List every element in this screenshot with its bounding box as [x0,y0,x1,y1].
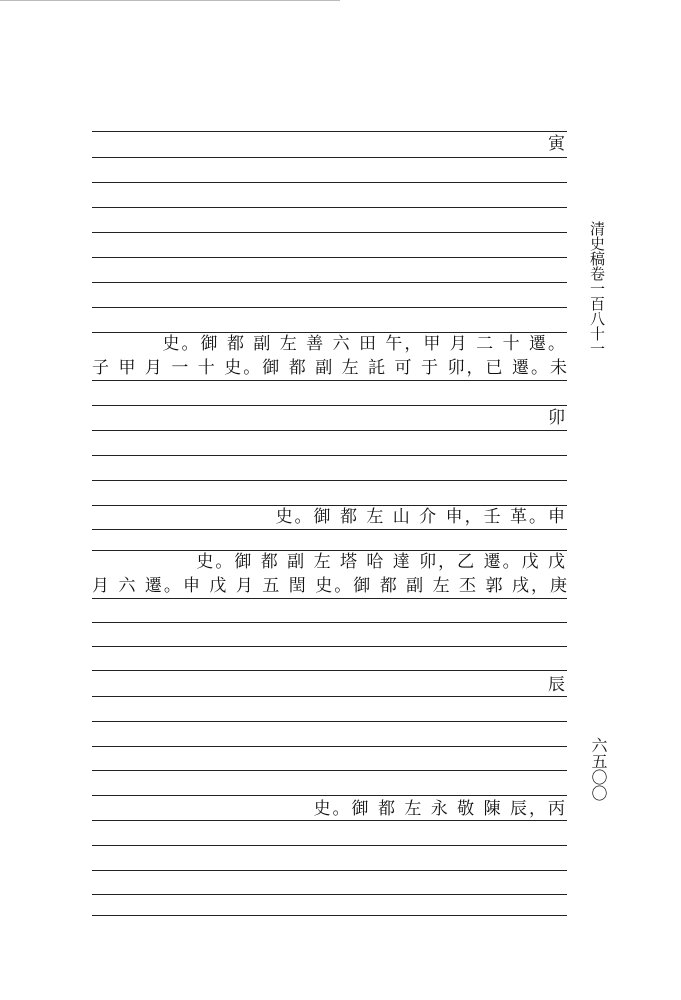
top-edge-line [0,0,340,1]
row-mao: 卯 [548,408,567,428]
row-yin: 寅 [548,134,567,154]
table-rule [92,282,567,283]
table-rule [92,232,567,233]
table-rule [92,622,567,623]
table-rule [92,820,567,821]
page-number: 六五〇〇 [589,737,608,801]
table-rule [92,746,567,747]
running-title: 清史稿卷一百八十一 [588,220,606,356]
table-rule [92,380,567,381]
table-rule [92,870,567,871]
row-chen: 辰 [548,675,567,695]
table-rule [92,430,567,431]
table-rule [92,795,567,796]
table-rule [92,915,567,916]
row-entry-1: 史。御 都 副 左 善 六 田 午，甲 月 二 十 遷。 [162,334,567,354]
table-rule [92,131,567,132]
table-rule [92,696,567,697]
table-rule [92,529,567,530]
table-rule [92,207,567,208]
row-entry-6: 史。御 都 左 永 敬 陳 辰，丙 [313,799,567,819]
row-entry-3: 史。御 都 左 山 介 申，壬 革。申 [275,507,567,527]
table-rule [92,770,567,771]
table-rule [92,405,567,406]
table-rule [92,182,567,183]
table-rule [92,670,567,671]
row-entry-2: 子 甲 月 一 十 史。御 都 副 左 託 可 于 卯，已 遷。未 [92,358,567,378]
table-rule [92,845,567,846]
table-rule [92,480,567,481]
table-rule [92,455,567,456]
table-rule [92,598,567,599]
table-rule [92,894,567,895]
table-rule [92,157,567,158]
table-rule [92,646,567,647]
row-entry-5: 月 六 遷。申 戊 月 五 閏 史。御 都 副 左 丕 郭 戌，庚 [92,576,567,596]
table-rule [92,257,567,258]
table-rule [92,307,567,308]
table-rule [92,721,567,722]
row-entry-4: 史。御 都 副 左 塔 哈 達 卯，乙 遷。戊 戊 [196,552,567,572]
